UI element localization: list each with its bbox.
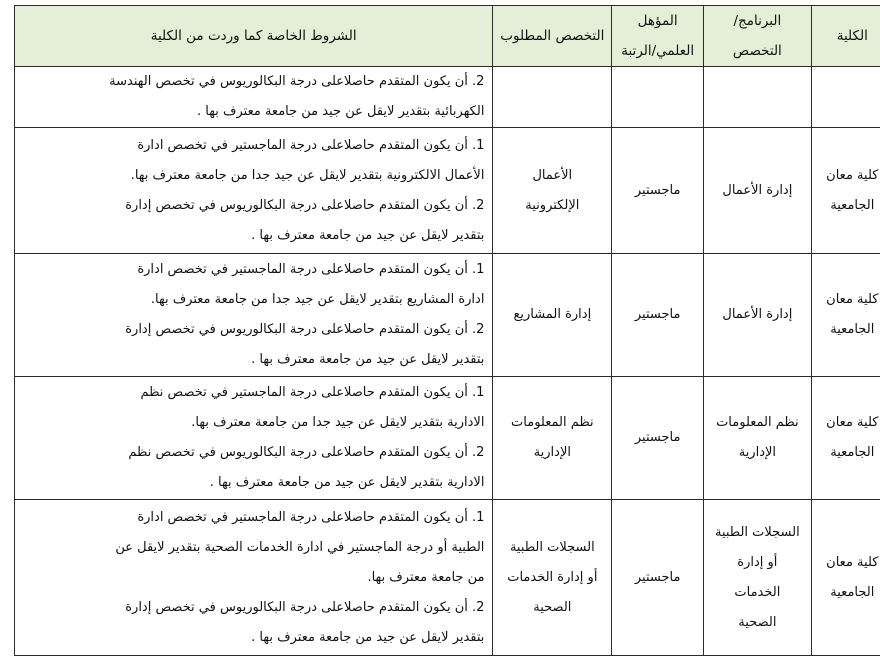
header-conditions: الشروط الخاصة كما وردت من الكلية <box>15 6 493 67</box>
specialization-cell <box>493 254 612 377</box>
condition-line: بتقدير لايقل عن جيد من جامعة معترف بها . <box>251 227 485 243</box>
college-cell: كلية معان الجامعية <box>811 128 880 254</box>
table-row <box>15 500 880 656</box>
program-line: الخدمات <box>734 584 781 600</box>
condition-line: 2. أن يكون المتقدم حاصلاعلى درجة البكالوريوس في تخصص نظم <box>128 445 485 460</box>
specialization-line: أو إدارة الخدمات <box>507 569 598 585</box>
program-line: إدارة الأعمال <box>722 182 793 198</box>
header-specialization: التخصص المطلوب <box>493 6 612 67</box>
college-cell: كلية معان الجامعية <box>811 377 880 500</box>
program-line: أو إدارة <box>737 554 778 570</box>
header-program: البرنامج/ التخصص <box>704 6 812 67</box>
condition-line: الكهربائية بتقدير لايقل عن جيد من جامعة معترف بها . <box>197 104 485 119</box>
condition-line: الطبية أو درجة الماجستير في ادارة الخدمات الصحية بتقدير لايقل عن <box>115 539 485 555</box>
condition-line: الادارية بتقدير لايقل عن جيد من جامعة معترف بها . <box>209 475 485 490</box>
conditions-cell <box>15 377 493 500</box>
program-line: الصحية <box>738 614 777 630</box>
specialization-line: إدارة المشاريع <box>513 307 592 322</box>
condition-line: 2. أن يكون المتقدم حاصلاعلى درجة البكالوريوس في تخصص إدارة <box>125 599 485 615</box>
condition-line: الادارية بتقدير لايقل عن جيد جدا من جامعة معترف بها. <box>191 415 485 430</box>
conditions-cell <box>15 500 493 656</box>
specialization-cell <box>493 128 612 254</box>
condition-line: من جامعة معترف بها. <box>367 569 485 585</box>
condition-line: 2. أن يكون المتقدم حاصلاعلى درجة البكالوريوس في تخصص إدارة <box>125 322 485 337</box>
qualification-cell: ماجستير <box>612 500 704 656</box>
condition-line: 1. أن يكون المتقدم حاصلاعلى درجة الماجستير في تخصص ادارة <box>137 262 485 277</box>
specialization-line: الصحية <box>533 599 572 615</box>
qualification-cell: ماجستير <box>612 254 704 377</box>
college-cell: كلية معان الجامعية <box>811 254 880 377</box>
specialization-cell <box>493 377 612 500</box>
header-qualification: المؤهل العلمي/الرتبة <box>612 6 704 67</box>
header-college: الكلية <box>811 6 880 67</box>
conditions-cell <box>15 128 493 254</box>
condition-line: 1. أن يكون المتقدم حاصلاعلى درجة الماجستير في تخصص ادارة <box>137 509 485 525</box>
specialization-line: الإدارية <box>533 445 571 460</box>
specialization-line: السجلات الطبية <box>509 539 595 555</box>
table-row <box>15 67 880 128</box>
requirements-table <box>14 5 880 656</box>
table-row <box>15 254 880 377</box>
program-line: نظم المعلومات <box>716 415 799 430</box>
table-header-row <box>15 6 880 67</box>
program-line: السجلات الطبية <box>714 524 800 540</box>
condition-line: 2. أن يكون المتقدم حاصلاعلى درجة البكالوريوس في تخصص إدارة <box>125 197 485 213</box>
specialization-line: الأعمال <box>532 167 573 183</box>
program-cell <box>704 67 812 128</box>
specialization-line: نظم المعلومات <box>511 415 594 430</box>
condition-line: 1. أن يكون المتقدم حاصلاعلى درجة الماجستير في تخصص ادارة <box>137 137 485 153</box>
program-cell <box>704 500 812 656</box>
conditions-cell <box>15 254 493 377</box>
condition-line: 2. أن يكون المتقدم حاصلاعلى درجة البكالوريوس في تخصص الهندسة <box>109 74 485 89</box>
condition-line: 1. أن يكون المتقدم حاصلاعلى درجة الماجستير في تخصص نظم <box>140 385 485 400</box>
program-cell <box>704 254 812 377</box>
program-line: إدارة الأعمال <box>722 307 793 322</box>
program-line: الإدارية <box>738 445 777 460</box>
condition-line: الأعمال الالكترونية بتقدير لايقل عن جيد جدا من جامعة معترف بها. <box>130 167 485 183</box>
college-cell <box>811 67 880 128</box>
table-row <box>15 377 880 500</box>
specialization-line: الإلكترونية <box>525 197 580 213</box>
qualification-cell: ماجستير <box>612 377 704 500</box>
table-body <box>15 67 880 656</box>
condition-line: بتقدير لايقل عن جيد من جامعة معترف بها . <box>251 352 485 367</box>
qualification-cell: ماجستير <box>612 128 704 254</box>
college-cell: كلية معان الجامعية <box>811 500 880 656</box>
qualification-cell <box>612 67 704 128</box>
condition-line: بتقدير لايقل عن جيد من جامعة معترف بها . <box>251 629 485 645</box>
table-row <box>15 128 880 254</box>
condition-line: ادارة المشاريع بتقدير لايقل عن جيد جدا من جامعة معترف بها. <box>150 292 485 307</box>
program-cell <box>704 377 812 500</box>
program-cell <box>704 128 812 254</box>
conditions-cell <box>15 67 493 128</box>
specialization-cell <box>493 67 612 128</box>
specialization-cell <box>493 500 612 656</box>
